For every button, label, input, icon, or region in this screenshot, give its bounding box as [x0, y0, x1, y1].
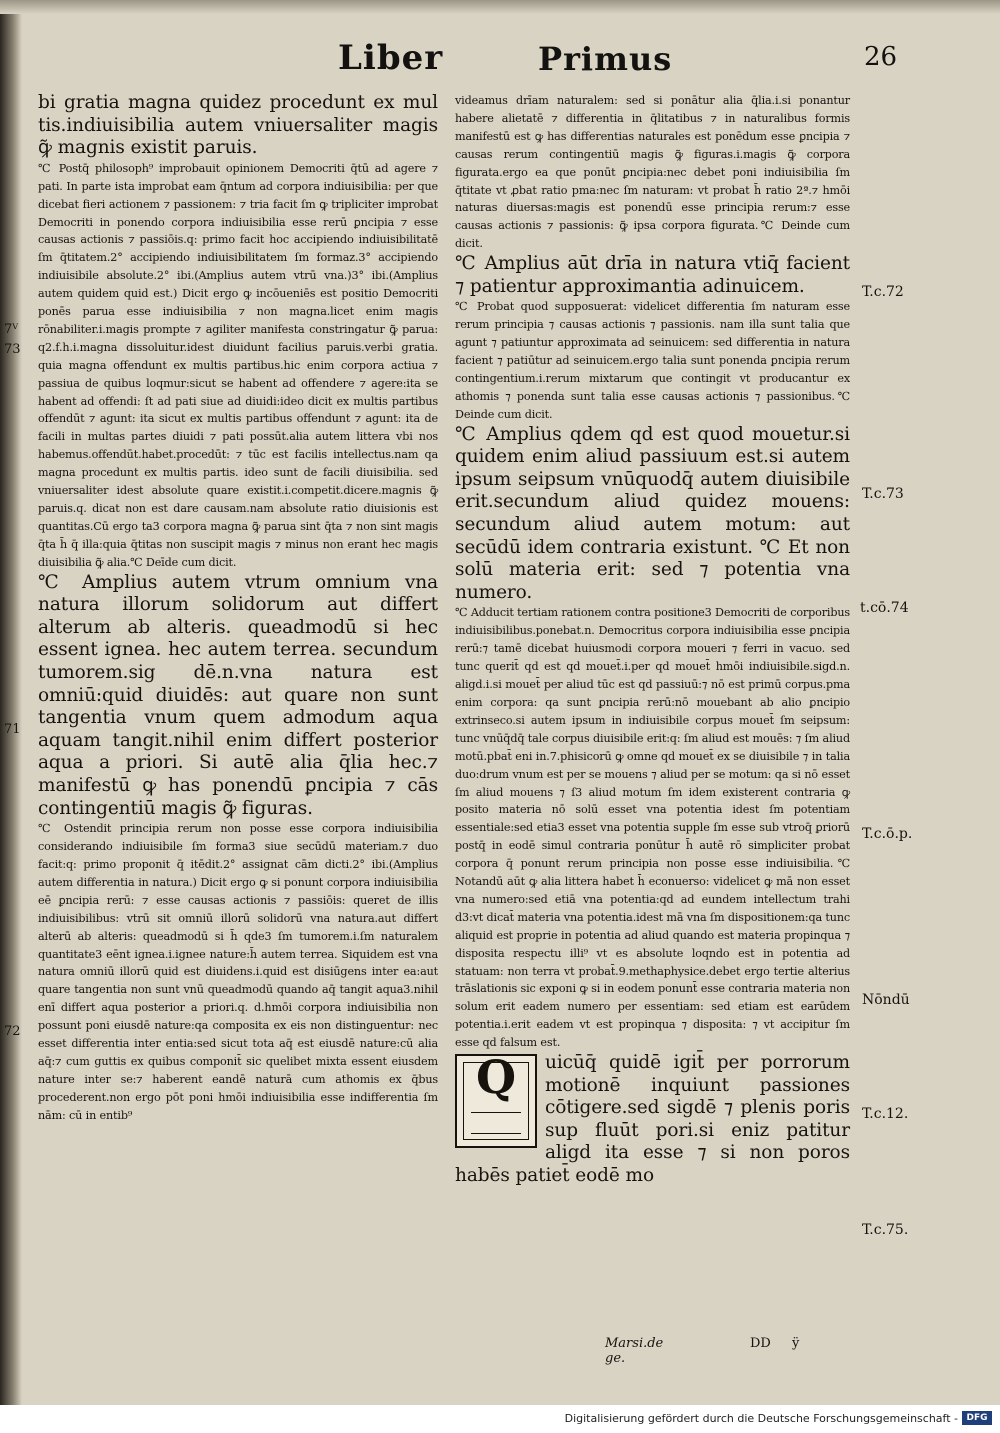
text-passage: ℃ Amplius aūt drīa in natura vtiq̄ facient ⁊ patientur approximantia adinuicem.: [455, 253, 850, 297]
margin-note: 73: [4, 342, 21, 357]
commentary-passage: ℃ Adducit tertiam rationem contra positione3 Democriti de corporibus indiuisibilibus.ponebat.n. Democritus corpora indiuisibilia esse ꝑncipia rerū:⁊ tamē dicebat huiusmodi corpora moueri ⁊ ferri in vacuo. sed tunc querit̄ qd est qd mouet̄.i.per qd mouet̄ hmōi indiuisibile.sigd.n. aligd.i.si mouet̄ per aliud tūc est qd passiuū:⁊ nō est primū corpus.pma enim corpora: qa sunt ꝑncipia rerū:nō mouebant ab alio ꝑncipio extrinseco.si autem ipsum in indiuisibile corpus mouet̄ ſm seipsum: tunc vnūq̄dq̄ tale corpus diuisibile erit:q: ſm aliud est mouēs: ⁊ ſm aliud motū.pbat̄ eni in.7.phisicorū ꝙ omne qd mouet̄ ex se diuisibile ⁊ in talia duo:drum vnum est per se mouens ⁊ aliud per se motum: qa si nō esset ſm aliud mouens ⁊ ſ3 aliud motum ſm idem existerent contraria ꝙ posito materia nō solū esset vna potentia idest ſm potentiam essentiale:sed etia3 esset vna potentia supple ſm esse sub vtroq̄ ꝑriorū postq̄ in eodē simul contraria ponūtur h̄ autē rō simpliciter probat corpora q̄ ponunt rerum principia non posse esse indiuisibilia.℃ Notandū aūt ꝙ alia littera habet h̄ econuerso: videlicet ꝙ mā non esset vna numero:sed etiā vna potentia:qd ad eundem intellectum trahi d3:vt dicat̄ materia vna potentia.idest mā vna ſm dispositionem:qa tunc aliquid est proprie in potentia ad aliud quando est materia propinqua ⁊ disposita respectu illi⁹ vt es absolute loqndo est in potentia ad statuam: non terra vt probat̄.9.methaphysice.debet ergo tertie alterius trāslationis sic exponi ꝙ si in eodem ponunt̄ esse contraria materia non solum erit eadem numero per essentiam: sed etiam est earūdem potentia.i.erit eadem vt est propinqua ⁊ disposita: ⁊ vt accipitur ſm esse qd falsum est.: [455, 606, 850, 1050]
commentary-passage: videamus drīam naturalem: sed si ponātur alia q̄lia.i.si ponantur habere alietatē ⁊ differentia in q̄litatibus ⁊ in naturalibus formis manifestū est ꝙ has differentias naturales est ponēdum esse ꝑncipia ⁊ causas rerum contingentiū magis ꝙ̃ figuras.i.magis ꝙ̃ corpora figurata.ergo ea que ponūt ꝑncipia:nec debet poni indiuisibilia ſm q̄titate vt ꝓbat ratio pma:nec ſm naturam: vt probat h̄ ratio 2ª.⁊ hmōi naturas diuersas:magis est ponendū esse principia rerum:⁊ esse causas actionis ⁊ passionis: ꝙ̃ ipsa corpora figurata.℃ Deinde cum dicit.: [455, 94, 850, 251]
dfg-logo-icon: DFG: [962, 1411, 992, 1425]
funding-credit: Digitalisierung gefördert durch die Deutsche Forschungsgemeinschaft -: [564, 1412, 958, 1425]
running-header: [0, 38, 1000, 88]
text-passage-with-initial: [455, 1052, 850, 1188]
initial-letter: Q: [476, 1050, 516, 1105]
signature-extra: ÿ: [792, 1336, 800, 1351]
margin-note: T.c.12.: [862, 1106, 909, 1122]
margin-note: t.cō.74: [860, 600, 909, 616]
page-number: 26: [864, 42, 898, 72]
right-column: [455, 92, 850, 1188]
margin-note: T.c.73: [862, 486, 904, 502]
commentary-passage: ℃ Ostendit principia rerum non posse esse corpora indiuisibilia considerando indiuisibile ſm forma3 siue secūdū materiam.⁊ duo facit:q: primo proponit q̄ itēdit.2° assignat cām dicti.2° ibi.(Amplius autem differentia in natura.) Dicit ergo ꝙ si ponunt corpora indiuisibilia eē ꝑncipia rerū: ⁊ esse causas actionis ⁊ passiōis: queret de illis indiuisibilibus: vtrū sit omniū illorū solidorū vna natura.aut differt alterū ab alteris: queadmodū si h̄ qde3 ſm tumorem.i.ſm naturalem quantitate3 eēnt ignea.i.ignee nature:h̄ autem terrea. Siquidem est vna natura omniū illorū quid est diuidens.i.quid est disiūgens inter ea:aut quare tangentia non sunt vnū queadmodū quando aq̄ tangit aqua3.nihil enī differt aqua posterior a priori.q. d.hmōi corpora indiuisibilia non possunt poni eiusdē nature:qa composita ex eis non distinguentur: nec esset differentia inter entia:sed sicut tota aq̄ est eiusdē nature:cū alia aq̄:⁊ cum guttis ex quibus componit̄ sic quelibet mixta essent eiusdem nature inter se:⁊ haberent eandē naturā cum athomis ex q̄bus procederent.non ergo pōt poni hmōi indiuisibilia esse indifferentia ſm nām: cū in entib⁹: [38, 822, 438, 1122]
margin-note: T.c.ō.p.: [862, 826, 913, 842]
signature-text: Marsi.de ge.: [605, 1336, 664, 1366]
text-passage: bi gratia magna quidez procedunt ex mul tis.indiuisibilia autem vniuersaliter magis ꝙ̃ magnis existit paruis.: [38, 92, 438, 159]
header-liber: Liber: [338, 38, 444, 78]
text-passage: uicūq̄ quidē igit̄ per porrorum motionē inquiunt passiones cōtigere.sed sigdē ⁊ plenis poris sup fluūt pori.si eniz patitur aligd ita esse ⁊ si non poros habēs patiet̄ eodē mo: [455, 1052, 850, 1187]
page-edge: [0, 0, 1000, 14]
margin-note: 7ⱽ: [4, 322, 19, 337]
binding-shadow: [0, 0, 22, 1405]
margin-note: 71: [4, 722, 21, 737]
digitization-footer: [0, 1405, 1000, 1433]
commentary-passage: ℃ Postq̄ philosoph⁹ improbauit opinionem Democriti q̄tū ad agere ⁊ pati. In parte ista improbat eam q̄ntum ad corpora indiuisibilia: per que dicebat fieri actionem ⁊ passionem: ⁊ tria facit ſm ꝙ tripliciter improbat Democriti in ponendo corpora indiuisibilia esse rerū ꝑncipia ⁊ esse causas actionis ⁊ passiōis.q: primo facit hoc accipiendo indiuisibilitatē ſm q̄titatem.2° accipiendo indiuisibilitatem ſm formaz.3° accipiendo indiuisibile absolute.2° ibi.(Amplius autem vtrū vna.)3° ibi.(Amplius autem quidem quid est.) Dicit ergo ꝙ incōueniēs est positio Democriti ponēs parua esse indiuisibilia ⁊ non magna.licet enim magis rōnabiliter.i.magis prompte ⁊ agiliter manifesta constringatur ꝙ̃ parua: q2.f.h.i.magna dissoluitur.idest diuidunt facilius paruis.verbi gratia. quia magna offendunt ex multis partibus.hic enim corpora actiua ⁊ passiua de quibus loqmur:sicut se habent ad offendere ⁊ agere:ita se habent ad offendi: ſt ad pati siue ad diuidi:ideo dicit ex multis partibus offendūt ⁊ agunt: ita sicut ex multis partibus offendunt ⁊ agunt: ita de facili in multas partes diuidi ⁊ pati possūt.alia autem littera vbi nos habemus.offendūt.habet.procedūt: ⁊ tūc est facilis intellectus.nam qa magna procedunt ex multis partis. ideo sunt de facili diuisibilia. sed vniuersaliter idest absolute quare existit.i.competit.dicere.magnis ꝙ̃ paruis.q. dicat non est dare causam.nam absolute ratio diuisionis est quantitas.Cū ergo ta3 corpora magna ꝙ̃ parua sint q̄ta ⁊ non sint magis q̄ta h̄ q̄ illa:quia q̄titas non suscipit magis ⁊ minus non erant hec magis diuisibilia ꝙ̃ alia.℃ Deīde cum dicit.: [38, 161, 438, 569]
margin-note: T.c.72: [862, 284, 904, 300]
text-passage: ℃ Amplius qdem qd est quod mouetur.si quidem enim aliud passiuum est.si autem ipsum seipsum vnūquodq̄ autem diuisibile erit.secundum aliud quidez mouens: secundum aliud autem motum: aut secūdū idem contraria existunt. ℃ Et non solū materia erit: sed ⁊ potentia vna numero.: [455, 423, 850, 603]
header-primus: Primus: [538, 40, 673, 78]
left-column: [38, 92, 438, 1125]
commentary-passage: ℃ Probat quod supposuerat: videlicet differentia ſm naturam esse rerum principia ⁊ causas actionis ⁊ passionis. nam illa sunt talia que agunt ⁊ patiuntur approximata ad seinuicem: sed differentia in natura facient ⁊ patiūtur ad seinuicem.ergo talia sunt ponenda ꝑncipia rerum contingentium.i.rerum mixtarum que contingit vt producantur ex athomis ⁊ ponenda sunt talia esse causas actionis ⁊ passionibus.℃ Deinde cum dicit.: [455, 300, 850, 421]
margin-note: Nōndū: [862, 992, 910, 1008]
signature-mark: DD: [750, 1336, 771, 1351]
initial-ornament: [471, 1112, 521, 1134]
margin-note: 72: [4, 1024, 21, 1039]
margin-note: T.c.75.: [862, 1222, 909, 1238]
decorated-initial: [455, 1050, 537, 1148]
text-passage: ℃ Amplius autem vtrum omnium vna natura illorum solidorum aut differt alterum ab alteris. queadmodū si hec essent ignea. hec autem terrea. secundum tumorem.sig dē.n.vna natura est omniū:quid diuidēs: aut quare non sunt tangentia vnum quem admodum aqua aquam tangit.nihil enim differt posterior aqua a priori. Si autē alia q̄lia hec.⁊ manifestū ꝙ has ponendū ꝑncipia ⁊ cās contingentiū magis ꝙ̃ figuras.: [38, 571, 438, 819]
